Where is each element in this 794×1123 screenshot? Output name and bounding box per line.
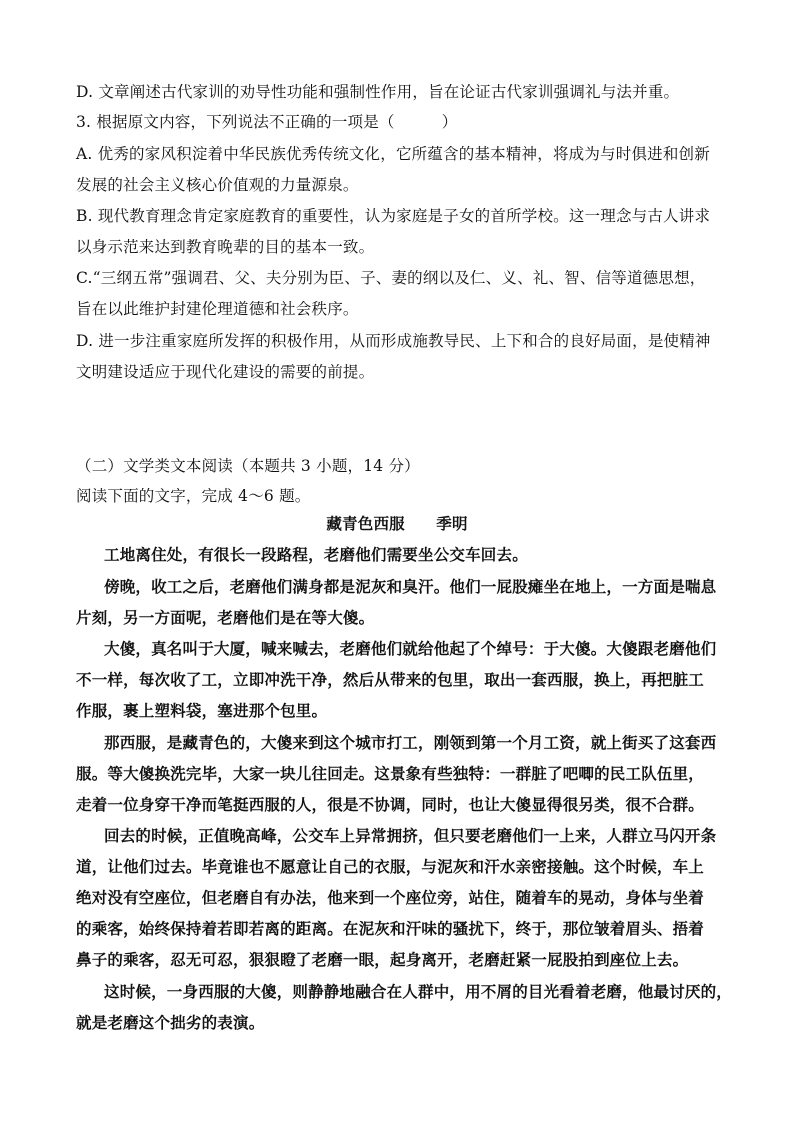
story-paragraph-line: 走着一位身穿干净而笔挺西服的人，很是不协调，同时，也让大傻显得很另类，很不合群。 [76,796,705,814]
q3-option-b-line1: B. 现代教育理念肯定家庭教育的重要性，认为家庭是子女的首所学校。这一理念与古人讲求 [76,207,711,225]
story-paragraph-line: 不一样，每次收了工，立即冲洗干净，然后从带来的包里，取出一套西服，换上，再把脏工 [76,671,705,689]
story-paragraph-line: 片刻，另一方面呢，老磨他们是在等大傻。 [76,609,375,627]
story-paragraph-line: 工地离住处，有很长一段路程，老磨他们需要坐公交车回去。 [104,546,528,564]
q3-option-c-line2: 旨在以此维护封建伦理道德和社会秩序。 [76,300,359,318]
q3-stem: 3. 根据原文内容，下列说法不正确的一项是（ ） [76,113,458,131]
story-paragraph-line: 作服，裹上塑料袋，塞进那个包里。 [76,702,328,720]
q3-option-c-line1: C.“三纲五常”强调君、父、夫分别为臣、子、妻的纲以及仁、义、礼、智、信等道德思想， [76,269,706,287]
story-paragraph-line: 这时候，一身西服的大傻，则静静地融合在人群中，用不屑的目光看着老磨，他最讨厌的， [104,983,733,1001]
reading-instruction: 阅读下面的文字，完成 4～6 题。 [76,487,311,505]
section-heading: （二）文学类文本阅读（本题共 3 小题，14 分） [76,457,420,475]
story-paragraph-line: 傍晚，收工之后，老磨他们满身都是泥灰和臭汗。他们一屁股瘫坐在地上，一方面是喘息 [104,578,717,596]
story-paragraph-line: 回去的时候，正值晚高峰，公交车上异常拥挤，但只要老磨他们一上来，人群立马闪开条 [104,827,717,845]
story-paragraph-line: 绝对没有空座位，但老磨自有办法，他来到一个座位旁，站住，随着车的晃动，身体与坐着 [76,889,705,907]
q3-option-d-line2: 文明建设适应于现代化建设的需要的前提。 [76,363,375,381]
q3-option-d-line1: D. 进一步注重家庭所发挥的积极作用，从而形成施教导民、上下和合的良好局面，是使精神 [76,332,711,350]
story-paragraph-line: 服。等大傻换洗完毕，大家一块儿往回走。这景象有些独特：一群脏了吧唧的民工队伍里， [76,765,705,783]
story-paragraph-line: 的乘客，始终保持着若即若离的距离。在泥灰和汗味的骚扰下，终于，那位皱着眉头、捂着 [76,920,705,938]
story-paragraph-line: 那西服，是藏青色的，大傻来到这个城市打工，刚领到第一个月工资，就上街买了这套西 [104,734,717,752]
q3-option-a-line1: A. 优秀的家风积淀着中华民族优秀传统文化，它所蕴含的基本精神，将成为与时俱进和创新 [76,145,710,163]
story-paragraph-line: 鼻子的乘客，忍无可忍，狠狠瞪了老磨一眼，起身离开，老磨赶紧一屁股拍到座位上去。 [76,951,689,969]
q2-option-d: D. 文章阐述古代家训的劝导性功能和强制性作用，旨在论证古代家训强调礼与法并重。 [76,83,680,101]
story-title: 藏青色西服 季明 [326,515,468,533]
q3-option-b-line2: 以身示范来达到教育晚辈的目的基本一致。 [76,238,375,256]
q3-option-a-line2: 发展的社会主义核心价值观的力量源泉。 [76,176,359,194]
story-paragraph-line: 大傻，真名叫于大厦，喊来喊去，老磨他们就给他起了个绰号：于大傻。大傻跟老磨他们 [104,640,717,658]
story-paragraph-line: 就是老磨这个拙劣的表演。 [76,1014,265,1032]
story-paragraph-line: 道，让他们过去。毕竟谁也不愿意让自己的衣服，与泥灰和汗水亲密接触。这个时候，车上 [76,858,705,876]
